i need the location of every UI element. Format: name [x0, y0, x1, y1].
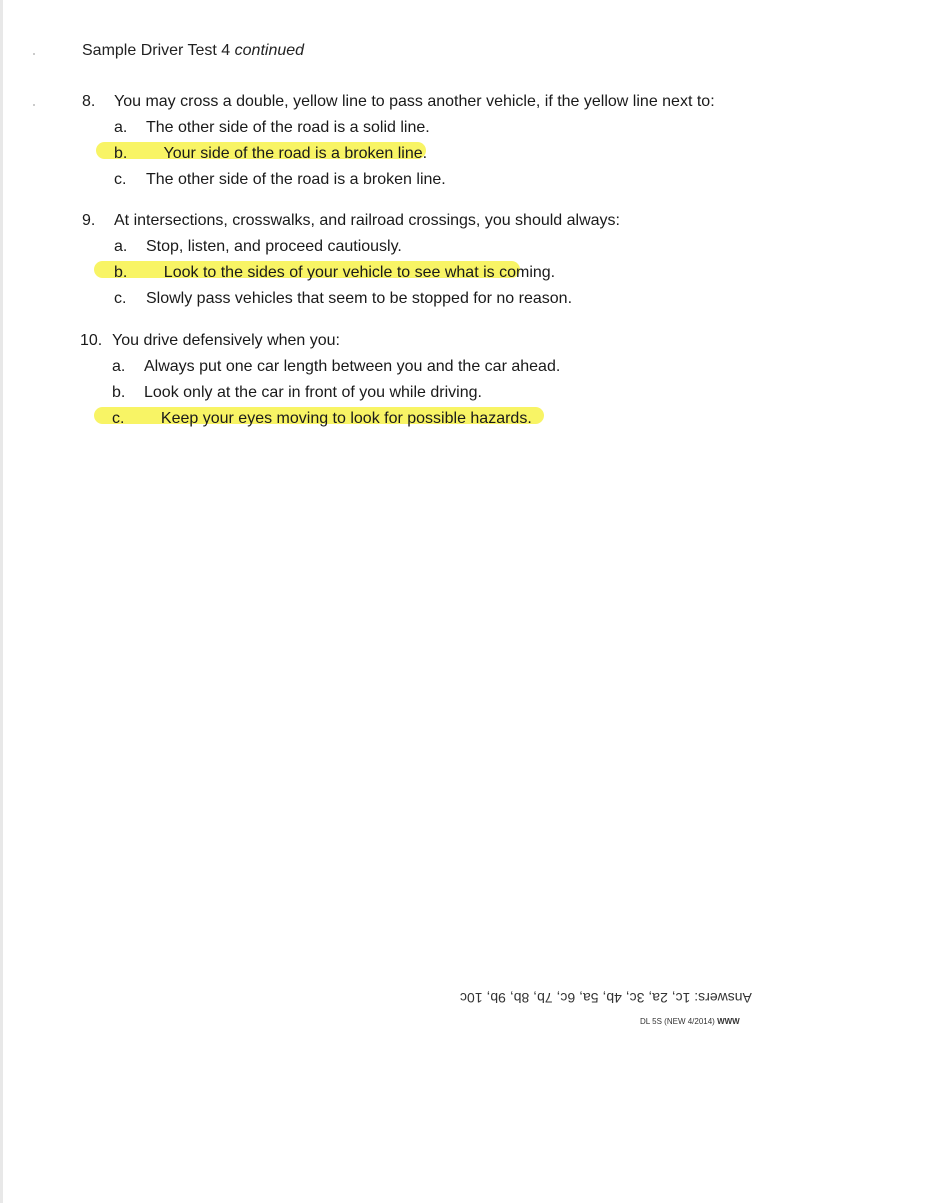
scan-speck [33, 53, 35, 55]
option-letter: a. [114, 119, 128, 136]
question-text: You drive defensively when you: [112, 332, 340, 349]
option-c [0, 410, 900, 436]
question-text: You may cross a double, yellow line to pass another vehicle, if the yellow line next to: [114, 93, 715, 110]
option-b [0, 264, 900, 290]
option-letter: b. [112, 384, 126, 401]
question-10 [0, 332, 900, 436]
question-number: 10. [80, 332, 103, 349]
option-a [0, 358, 900, 384]
option-text: The other side of the road is a broken line. [146, 171, 446, 188]
option-text: Stop, listen, and proceed cautiously. [146, 238, 402, 255]
question-9 [0, 212, 900, 316]
header-continued: continued [234, 42, 305, 59]
header-title: Sample Driver Test 4 [82, 42, 231, 59]
option-letter: c. [114, 290, 127, 307]
question-number: 9. [82, 212, 96, 229]
option-letter: b. [114, 264, 128, 281]
option-b [0, 145, 900, 171]
question-8 [0, 93, 900, 197]
option-text: Slowly pass vehicles that seem to be stopped for no reason. [146, 290, 573, 307]
form-mark: WWW [717, 1017, 740, 1026]
page-header [82, 42, 304, 60]
answer-key-upside-down: Answers: 1c, 2a, 3c, 4b, 5a, 6c, 7b, 8b, 9b, 10c [460, 990, 752, 1006]
option-letter: a. [112, 358, 126, 375]
option-text: Your side of the road is a broken line. [163, 145, 428, 162]
option-text: Look only at the car in front of you while driving. [144, 384, 482, 401]
option-letter: c. [114, 171, 127, 188]
option-text: Look to the sides of your vehicle to see what is coming. [163, 264, 556, 281]
form-id [640, 1017, 740, 1026]
question-text: At intersections, crosswalks, and railroad crossings, you should always: [114, 212, 620, 229]
option-letter: c. [112, 410, 125, 427]
option-text: The other side of the road is a solid line. [146, 119, 430, 136]
option-letter: a. [114, 238, 128, 255]
form-code: DL 5S (NEW 4/2014) [640, 1017, 715, 1026]
option-c [0, 290, 900, 316]
option-text: Keep your eyes moving to look for possible hazards. [160, 410, 532, 427]
question-number: 8. [82, 93, 96, 110]
option-letter: b. [114, 145, 128, 162]
option-text: Always put one car length between you and the car ahead. [144, 358, 561, 375]
option-c [0, 171, 900, 197]
